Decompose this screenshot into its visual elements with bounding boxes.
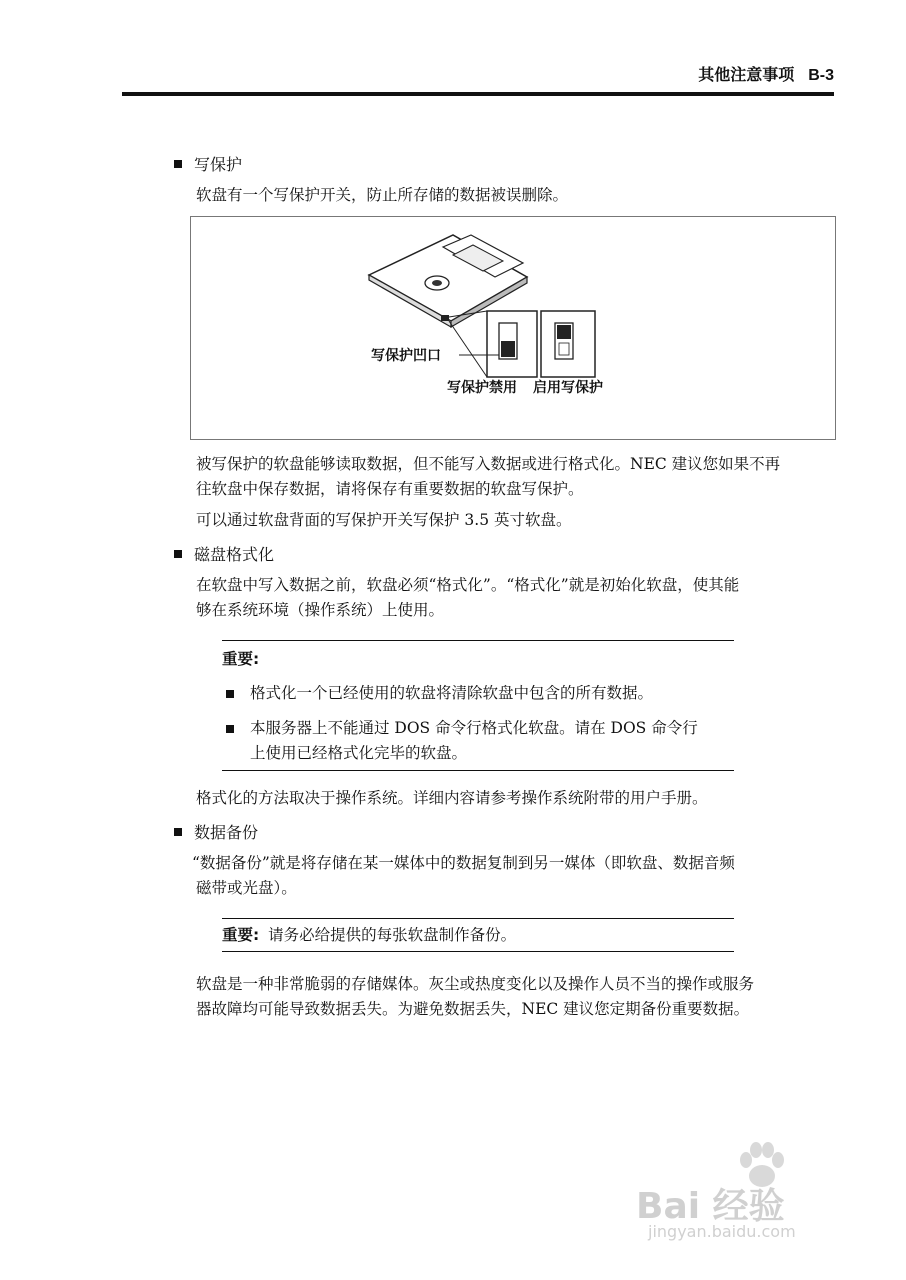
paragraph-line: “数据备份”就是将存储在某一媒体中的数据复制到另一媒体（即软盘、数据音频: [192, 854, 735, 872]
paragraph: [196, 183, 836, 208]
floppy-disk-illustration: [191, 217, 835, 439]
bullet-square-icon: [174, 550, 182, 558]
paragraph-line: 格式化的方法取决于操作系统。详细内容请参考操作系统附带的用户手册。: [196, 789, 708, 807]
list-item: [222, 681, 734, 706]
paragraph-line: 磁带或光盘）。: [196, 879, 297, 897]
page-header: [698, 62, 834, 85]
page-number: B-3: [808, 67, 834, 84]
paragraph-line: 软盘是一种非常脆弱的存储媒体。灰尘或热度变化以及操作人员不当的操作或服务: [196, 975, 755, 993]
section-heading-write-protect: [174, 152, 242, 175]
important-title: 重要:: [222, 650, 260, 668]
paragraph: [192, 851, 832, 901]
header-title: 其他注意事项: [698, 65, 795, 84]
paragraph-line: 够在系统环境（操作系统）上使用。: [196, 601, 445, 619]
bullet-square-icon: [174, 160, 182, 168]
section-heading-text: 磁盘格式化: [194, 545, 275, 564]
important-note-box: [222, 918, 734, 952]
write-protect-notch-label: 写保护凹口: [371, 348, 441, 364]
list-item-text: 格式化一个已经使用的软盘将清除软盘中包含的所有数据。: [250, 684, 654, 702]
paragraph-line: 被写保护的软盘能够读取数据，但不能写入数据或进行格式化。NEC 建议您如果不再: [196, 455, 781, 473]
list-item: [222, 716, 734, 766]
bullet-square-icon: [226, 725, 234, 733]
paragraph: [196, 786, 836, 811]
baidu-watermark: [636, 1142, 866, 1242]
section-heading-disk-format: [174, 542, 274, 565]
section-heading-data-backup: [174, 820, 258, 843]
paragraph-line: 在软盘中写入数据之前，软盘必须“格式化”。“格式化”就是初始化软盘，使其能: [196, 576, 740, 594]
bullet-square-icon: [174, 828, 182, 836]
section-heading-text: 数据备份: [194, 823, 259, 842]
list-item-text: 上使用已经格式化完毕的软盘。: [250, 744, 468, 762]
paragraph-line: 往软盘中保存数据，请将保存有重要数据的软盘写保护。: [196, 480, 584, 498]
paragraph: [196, 452, 836, 502]
watermark-url: jingyan.baidu.com: [648, 1222, 796, 1241]
important-note-box: [222, 640, 734, 771]
figure-frame: [190, 216, 836, 440]
write-protect-enabled-label: 启用写保护: [533, 380, 603, 396]
important-text: 请务必给提供的每张软盘制作备份。: [268, 926, 517, 944]
paragraph-line: 可以通过软盘背面的写保护开关写保护 3.5 英寸软盘。: [196, 511, 572, 529]
list-item-text: 本服务器上不能通过 DOS 命令行格式化软盘。请在 DOS 命令行: [250, 719, 698, 737]
write-protect-disabled-label: 写保护禁用: [447, 380, 517, 396]
paragraph: [196, 573, 836, 623]
paragraph-line: 器故障均可能导致数据丢失。为避免数据丢失，NEC 建议您定期备份重要数据。: [196, 1000, 750, 1018]
header-rule: [122, 92, 834, 96]
watermark-brand: Bai 经验: [636, 1186, 785, 1227]
paragraph-line: 软盘有一个写保护开关，防止所存储的数据被误删除。: [196, 186, 569, 204]
paragraph: [196, 972, 836, 1022]
bullet-square-icon: [226, 690, 234, 698]
paragraph: [196, 508, 836, 533]
section-heading-text: 写保护: [194, 155, 243, 174]
important-title: 重要:: [222, 926, 260, 944]
